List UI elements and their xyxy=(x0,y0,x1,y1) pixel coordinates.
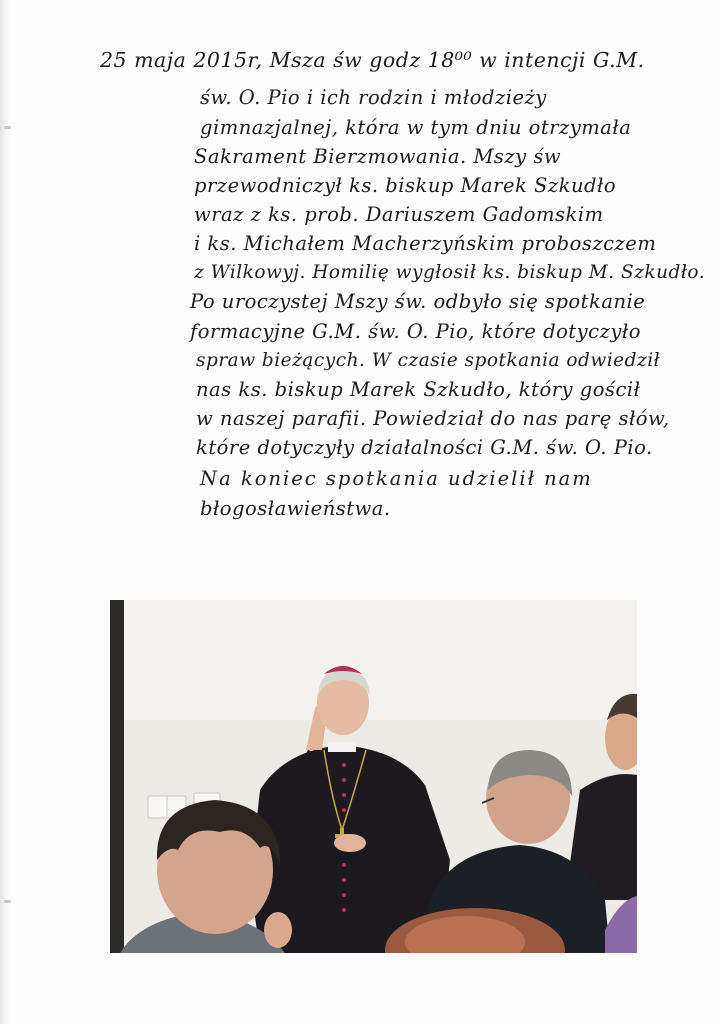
text-line-2: św. O. Pio i ich rodzin i młodzieży xyxy=(200,86,547,109)
text-line-7: i ks. Michałem Macherzyńskim proboszczem xyxy=(194,232,657,255)
text-line-4: Sakrament Bierzmowania. Mszy św xyxy=(194,145,562,168)
text-line-5: przewodniczył ks. biskup Marek Szkudło xyxy=(194,174,617,197)
photo-illustration xyxy=(110,600,637,953)
event-photo xyxy=(110,600,637,953)
text-line-15: Na koniec spotkania udzielił nam xyxy=(200,467,593,490)
text-line-10: formacyjne G.M. św. O. Pio, które dotyczyło xyxy=(190,320,641,343)
door-frame xyxy=(110,600,124,953)
bishop-collar xyxy=(328,742,356,752)
text-line-8: z Wilkowyj. Homilię wygłosił ks. biskup M. Szkudło. xyxy=(194,262,706,283)
punch-hole-mark xyxy=(4,900,11,903)
text-line-6: wraz z ks. prob. Dariuszem Gadomskim xyxy=(194,203,604,226)
binding-edge xyxy=(0,0,10,1024)
text-line-11: spraw bieżących. W czasie spotkania odwiedził xyxy=(196,350,661,371)
text-line-14: które dotyczyły działalności G.M. św. O. Pio. xyxy=(196,436,653,459)
text-line-1: 25 maja 2015r, Msza św godz 18⁰⁰ w intencji G.M. xyxy=(100,48,645,72)
woman-hand xyxy=(264,912,292,948)
text-line-12: nas ks. biskup Marek Szkudło, który gościł xyxy=(196,378,641,401)
text-line-16: błogosławieństwa. xyxy=(200,497,391,520)
wall-upper xyxy=(110,600,637,720)
text-line-3: gimnazjalnej, która w tym dniu otrzymała xyxy=(200,116,632,139)
bishop-hands xyxy=(334,834,366,852)
punch-hole-mark xyxy=(4,126,11,129)
text-line-13: w naszej parafii. Powiedział do nas parę słów, xyxy=(196,407,670,430)
text-line-9: Po uroczystej Mszy św. odbyło się spotkanie xyxy=(190,290,646,313)
